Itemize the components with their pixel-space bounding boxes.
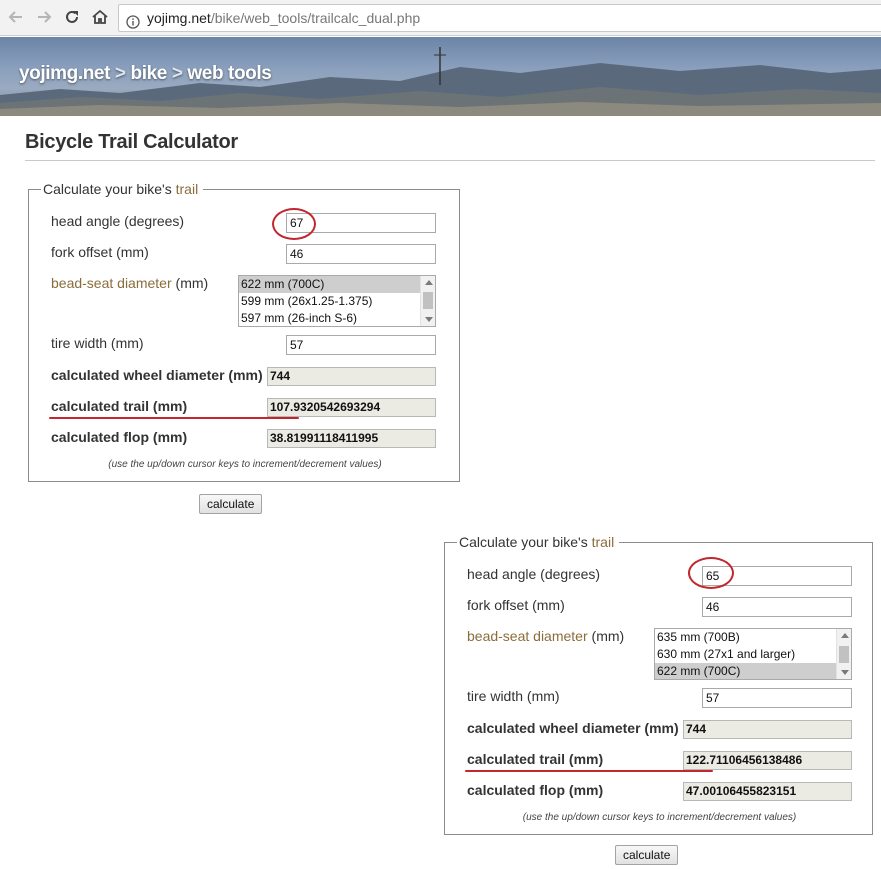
calculate-button[interactable]: calculate bbox=[615, 845, 678, 865]
wheel-diameter-output: 744 bbox=[267, 367, 436, 386]
address-bar[interactable] bbox=[118, 4, 881, 32]
bead-seat-diameter-link[interactable]: bead-seat diameter bbox=[51, 275, 172, 291]
calculator-fieldset bbox=[28, 181, 460, 482]
bead-seat-diameter-label: bead-seat diameter (mm) bbox=[51, 275, 209, 291]
wheel-diameter-label: calculated wheel diameter (mm) bbox=[467, 720, 679, 736]
fork-offset-label: fork offset (mm) bbox=[51, 244, 149, 260]
bead-seat-diameter-link[interactable]: bead-seat diameter bbox=[467, 628, 588, 644]
scroll-down-icon[interactable] bbox=[841, 670, 849, 675]
page-title: Bicycle Trail Calculator bbox=[25, 131, 238, 153]
forward-arrow-icon[interactable] bbox=[32, 5, 56, 29]
back-arrow-icon[interactable] bbox=[4, 5, 28, 29]
flop-output: 47.00106455823151 bbox=[683, 782, 852, 801]
wheel-diameter-label: calculated wheel diameter (mm) bbox=[51, 367, 263, 383]
head-angle-label: head angle (degrees) bbox=[51, 213, 185, 229]
fieldset-legend: Calculate your bike's trail bbox=[459, 534, 615, 550]
tire-width-label: tire width (mm) bbox=[51, 335, 144, 351]
calculator-fieldset bbox=[444, 534, 873, 835]
fork-offset-input[interactable] bbox=[286, 244, 436, 264]
head-angle-label: head angle (degrees) bbox=[467, 566, 601, 582]
site-banner bbox=[0, 37, 881, 116]
listbox-option[interactable]: 597 mm (26-inch S-6) bbox=[241, 311, 358, 325]
tire-width-input[interactable] bbox=[702, 688, 852, 708]
annotation-underline bbox=[49, 417, 299, 419]
annotation-circle bbox=[272, 208, 316, 240]
scroll-up-icon[interactable] bbox=[841, 633, 849, 638]
listbox-option[interactable]: 599 mm (26x1.25-1.375) bbox=[241, 294, 373, 308]
scroll-thumb[interactable] bbox=[839, 646, 849, 663]
scroll-down-icon[interactable] bbox=[425, 317, 433, 322]
fork-offset-label: fork offset (mm) bbox=[467, 597, 565, 613]
bead-seat-diameter-label: bead-seat diameter (mm) bbox=[467, 628, 625, 644]
flop-output: 38.81991118411995 bbox=[267, 429, 436, 448]
fork-offset-input[interactable] bbox=[702, 597, 852, 617]
breadcrumb-bike-link[interactable]: bike bbox=[130, 63, 167, 84]
usage-hint: (use the up/down cursor keys to increment/decrement values) bbox=[108, 459, 382, 470]
home-icon[interactable] bbox=[88, 5, 112, 29]
reload-icon[interactable] bbox=[60, 5, 84, 29]
trail-output: 107.9320542693294 bbox=[267, 398, 436, 417]
scroll-up-icon[interactable] bbox=[425, 280, 433, 285]
listbox-option[interactable]: 630 mm (27x1 and larger) bbox=[657, 647, 796, 661]
calculate-button[interactable]: calculate bbox=[199, 494, 262, 514]
usage-hint: (use the up/down cursor keys to increment/decrement values) bbox=[522, 812, 797, 823]
tire-width-label: tire width (mm) bbox=[467, 688, 560, 704]
listbox-option[interactable]: 635 mm (700B) bbox=[657, 630, 740, 644]
wheel-diameter-output: 744 bbox=[683, 720, 852, 739]
listbox-scrollbar[interactable] bbox=[836, 629, 851, 679]
trail-output: 122.71106456138486 bbox=[683, 751, 852, 770]
annotation-circle bbox=[688, 557, 734, 589]
scroll-thumb[interactable] bbox=[423, 292, 433, 309]
trail-label: calculated trail (mm) bbox=[467, 751, 604, 767]
flop-label: calculated flop (mm) bbox=[467, 782, 604, 798]
breadcrumb-web-tools-link[interactable]: web tools bbox=[187, 63, 272, 84]
trail-label: calculated trail (mm) bbox=[51, 398, 188, 414]
fieldset-legend: Calculate your bike's trail bbox=[43, 181, 199, 197]
trail-link[interactable]: trail bbox=[175, 181, 199, 197]
trail-link[interactable]: trail bbox=[591, 534, 615, 550]
tire-width-input[interactable] bbox=[286, 335, 436, 355]
annotation-underline bbox=[465, 770, 713, 772]
info-icon[interactable] bbox=[126, 11, 140, 25]
browser-toolbar bbox=[0, 0, 881, 36]
bead-seat-diameter-listbox[interactable] bbox=[654, 628, 852, 680]
breadcrumb bbox=[19, 63, 271, 85]
breadcrumb-home-link[interactable]: yojimg.net bbox=[19, 63, 111, 84]
listbox-option[interactable]: 622 mm (700C) bbox=[655, 663, 851, 680]
listbox-option[interactable]: 622 mm (700C) bbox=[239, 276, 435, 293]
breadcrumb-separator: > bbox=[114, 63, 126, 84]
breadcrumb-separator: > bbox=[171, 63, 183, 84]
bead-seat-diameter-listbox[interactable] bbox=[238, 275, 436, 327]
url-path: /bike/web_tools/trailcalc_dual.php bbox=[210, 10, 421, 26]
title-divider bbox=[25, 160, 875, 161]
flop-label: calculated flop (mm) bbox=[51, 429, 188, 445]
url-domain: yojimg.net bbox=[147, 10, 211, 26]
listbox-scrollbar[interactable] bbox=[420, 276, 435, 326]
